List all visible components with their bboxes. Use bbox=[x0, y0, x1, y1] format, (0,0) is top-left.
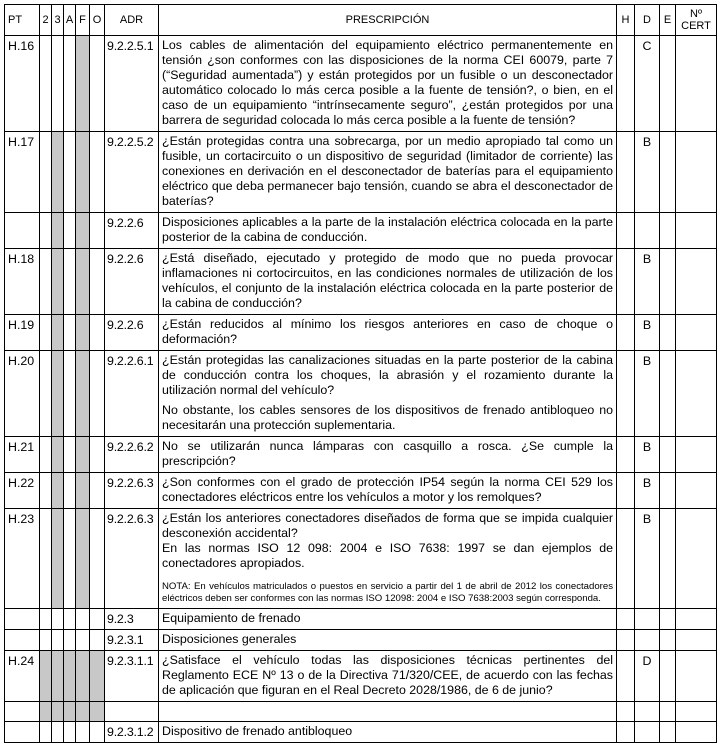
level-e bbox=[660, 132, 676, 213]
level-h bbox=[617, 609, 635, 630]
level-d bbox=[635, 213, 660, 249]
level-e bbox=[660, 473, 676, 509]
level-d: B bbox=[635, 509, 660, 609]
flag-cell-o bbox=[90, 509, 105, 609]
cert-number bbox=[676, 437, 717, 473]
table-row bbox=[5, 249, 717, 315]
prescription-text bbox=[159, 36, 617, 132]
flag-cell-o bbox=[90, 722, 105, 743]
level-e bbox=[660, 249, 676, 315]
flag-cell-a bbox=[64, 351, 76, 437]
flag-cell-2 bbox=[40, 249, 52, 315]
header-prescription: PRESCRIPCIÓN bbox=[159, 5, 617, 36]
prescription-text bbox=[159, 651, 617, 702]
flag-cell-a bbox=[64, 722, 76, 743]
prescription-text bbox=[159, 437, 617, 473]
flag-cell-3 bbox=[52, 213, 64, 249]
flag-cell-a bbox=[64, 213, 76, 249]
level-e bbox=[660, 651, 676, 702]
level-d bbox=[635, 630, 660, 651]
level-e bbox=[660, 213, 676, 249]
header-pt: PT bbox=[5, 5, 40, 36]
flag-cell-f bbox=[76, 473, 90, 509]
level-d bbox=[635, 722, 660, 743]
flag-cell-2 bbox=[40, 351, 52, 437]
level-e bbox=[660, 609, 676, 630]
prescription-paragraph: Disposiciones aplicables a la parte de la instalación eléctrica colocada en la parte posterior de la cabina de conducción. bbox=[162, 215, 613, 244]
adr-reference: 9.2.2.6 bbox=[105, 315, 159, 351]
prescription-paragraph: Los cables de alimentación del equipamiento eléctrico permanentemente en tensión ¿son conformes con las disposiciones de la norma CEI 60079, parte 7 (“Seguridad aumentada”) y están protegidos por un fusible o un desconectador automático colocado lo más cerca posible a la fuente de tensión?, o bien, en el caso de un equipamiento “intrínsecamente seguro”, ¿están protegidos por una barrera de seguridad colocada lo más cerca posible a la fuente de tensión? bbox=[162, 38, 613, 127]
flag-cell-f bbox=[76, 351, 90, 437]
prescription-paragraph: Disposiciones generales bbox=[162, 632, 297, 646]
cert-number bbox=[676, 473, 717, 509]
flag-cell-o bbox=[90, 315, 105, 351]
flag-cell-a bbox=[64, 315, 76, 351]
prescription-text bbox=[159, 249, 617, 315]
flag-cell-a bbox=[64, 609, 76, 630]
flag-cell-o bbox=[90, 132, 105, 213]
point-code bbox=[5, 722, 40, 743]
prescription-paragraph: ¿Están protegidas contra una sobrecarga, por un medio apropiado tal como un fusible, un cortacircuito o un dispositivo de seguridad (limitador de corriente) las conexiones en derivación en el desconectador de baterías para el equipamiento eléctrico que deba permanecer bajo tensión, cuando se abra el desconectador de baterías? bbox=[162, 134, 613, 208]
cert-number bbox=[676, 213, 717, 249]
cert-number bbox=[676, 702, 717, 722]
table-row bbox=[5, 473, 717, 509]
point-code: H.17 bbox=[5, 132, 40, 213]
flag-cell-f bbox=[76, 630, 90, 651]
level-h bbox=[617, 651, 635, 702]
flag-cell-f bbox=[76, 702, 90, 722]
flag-cell-2 bbox=[40, 36, 52, 132]
flag-cell-3 bbox=[52, 249, 64, 315]
prescription-text bbox=[159, 722, 617, 743]
header-d: D bbox=[635, 5, 660, 36]
point-code bbox=[5, 213, 40, 249]
point-code: H.23 bbox=[5, 509, 40, 609]
table-row bbox=[5, 351, 717, 437]
level-h bbox=[617, 630, 635, 651]
level-d: B bbox=[635, 351, 660, 437]
flag-cell-2 bbox=[40, 437, 52, 473]
point-code: H.18 bbox=[5, 249, 40, 315]
flag-cell-f bbox=[76, 651, 90, 702]
adr-reference: 9.2.2.6.2 bbox=[105, 437, 159, 473]
adr-reference: 9.2.2.6 bbox=[105, 249, 159, 315]
table-row bbox=[5, 315, 717, 351]
header-e: E bbox=[660, 5, 676, 36]
flag-cell-2 bbox=[40, 702, 52, 722]
prescription-paragraph: Equipamiento de frenado bbox=[162, 611, 301, 625]
cert-number bbox=[676, 132, 717, 213]
flag-cell-f bbox=[76, 509, 90, 609]
point-code: H.22 bbox=[5, 473, 40, 509]
table-header bbox=[5, 5, 717, 36]
flag-cell-o bbox=[90, 473, 105, 509]
adr-reference: 9.2.2.6.3 bbox=[105, 509, 159, 609]
table-row bbox=[5, 437, 717, 473]
point-code: H.24 bbox=[5, 651, 40, 702]
flag-cell-2 bbox=[40, 213, 52, 249]
table-row bbox=[5, 132, 717, 213]
adr-reference: 9.2.3.1.1 bbox=[105, 651, 159, 702]
level-d: B bbox=[635, 315, 660, 351]
adr-reference bbox=[105, 702, 159, 722]
table-row bbox=[5, 609, 717, 630]
flag-cell-o bbox=[90, 249, 105, 315]
flag-cell-f bbox=[76, 36, 90, 132]
prescription-text bbox=[159, 630, 617, 651]
flag-cell-a bbox=[64, 630, 76, 651]
level-h bbox=[617, 315, 635, 351]
level-e bbox=[660, 437, 676, 473]
point-code bbox=[5, 630, 40, 651]
adr-reference: 9.2.3 bbox=[105, 609, 159, 630]
prescription-paragraph: ¿Están protegidas las canalizaciones situadas en la parte posterior de la cabina de conducción contra los choques, la abrasión y el rozamiento durante la utilización normal del vehículo? bbox=[162, 353, 613, 397]
table-body bbox=[5, 36, 717, 743]
adr-reference: 9.2.3.1.2 bbox=[105, 722, 159, 743]
cert-number bbox=[676, 351, 717, 437]
header-o: O bbox=[90, 5, 105, 36]
prescription-paragraph: ¿Están los anteriores conectadores diseñados de forma que se impida cualquier desconexión accidental? En las normas ISO 12 098: 2004 e ISO 7638: 1997 se dan ejemplos de conectadores apropiados. bbox=[162, 511, 613, 570]
inspection-sheet bbox=[4, 4, 716, 743]
table-row bbox=[5, 651, 717, 702]
level-d: B bbox=[635, 437, 660, 473]
level-h bbox=[617, 249, 635, 315]
point-code: H.21 bbox=[5, 437, 40, 473]
flag-cell-2 bbox=[40, 473, 52, 509]
level-h bbox=[617, 132, 635, 213]
point-code: H.16 bbox=[5, 36, 40, 132]
level-h bbox=[617, 213, 635, 249]
level-h bbox=[617, 509, 635, 609]
point-code: H.19 bbox=[5, 315, 40, 351]
table-row bbox=[5, 722, 717, 743]
level-d: D bbox=[635, 651, 660, 702]
level-d: B bbox=[635, 132, 660, 213]
flag-cell-3 bbox=[52, 630, 64, 651]
cert-number bbox=[676, 651, 717, 702]
prescription-paragraph: ¿Son conformes con el grado de protección IP54 según la norma CEI 529 los conectadores eléctricos entre los vehículos a motor y los remolques? bbox=[162, 475, 613, 504]
level-e bbox=[660, 315, 676, 351]
adr-reference: 9.2.3.1 bbox=[105, 630, 159, 651]
flag-cell-o bbox=[90, 651, 105, 702]
prescription-paragraph: ¿Están reducidos al mínimo los riesgos anteriores en caso de choque o deformación? bbox=[162, 317, 613, 346]
flag-cell-f bbox=[76, 315, 90, 351]
level-h bbox=[617, 473, 635, 509]
flag-cell-o bbox=[90, 213, 105, 249]
cert-number bbox=[676, 36, 717, 132]
level-h bbox=[617, 36, 635, 132]
prescription-table bbox=[4, 4, 717, 743]
level-e bbox=[660, 630, 676, 651]
table-row bbox=[5, 36, 717, 132]
point-code bbox=[5, 702, 40, 722]
prescription-text bbox=[159, 509, 617, 609]
adr-reference: 9.2.2.5.2 bbox=[105, 132, 159, 213]
cert-number bbox=[676, 722, 717, 743]
prescription-text bbox=[159, 609, 617, 630]
flag-cell-f bbox=[76, 249, 90, 315]
prescription-text bbox=[159, 351, 617, 437]
flag-cell-o bbox=[90, 351, 105, 437]
cert-number bbox=[676, 630, 717, 651]
point-code bbox=[5, 609, 40, 630]
flag-cell-2 bbox=[40, 651, 52, 702]
flag-cell-a bbox=[64, 36, 76, 132]
table-row bbox=[5, 213, 717, 249]
flag-cell-f bbox=[76, 609, 90, 630]
flag-cell-3 bbox=[52, 315, 64, 351]
prescription-paragraph: ¿Satisface el vehículo todas las disposiciones técnicas pertinentes del Reglamento ECE Nº 13 o de la Directiva 71/320/CEE, de acuerdo con las fechas de aplicación que figuran en el Real Decreto 2028/1986, de 6 de junio? bbox=[162, 653, 613, 697]
level-h bbox=[617, 702, 635, 722]
flag-cell-a bbox=[64, 249, 76, 315]
flag-cell-3 bbox=[52, 702, 64, 722]
level-h bbox=[617, 351, 635, 437]
flag-cell-3 bbox=[52, 36, 64, 132]
flag-cell-a bbox=[64, 132, 76, 213]
point-code: H.20 bbox=[5, 351, 40, 437]
flag-cell-3 bbox=[52, 509, 64, 609]
flag-cell-3 bbox=[52, 473, 64, 509]
flag-cell-2 bbox=[40, 722, 52, 743]
header-3: 3 bbox=[52, 5, 64, 36]
table-row bbox=[5, 630, 717, 651]
prescription-paragraph: ¿Está diseñado, ejecutado y protegido de modo que no pueda provocar inflamaciones ni cortocircuitos, en las condiciones normales de utilización de los vehículos, el conjunto de la instalación eléctrica colocada en la parte posterior de la cabina de conducción? bbox=[162, 251, 613, 310]
flag-cell-a bbox=[64, 473, 76, 509]
table-row bbox=[5, 509, 717, 609]
prescription-text bbox=[159, 702, 617, 722]
flag-cell-3 bbox=[52, 609, 64, 630]
adr-reference: 9.2.2.6 bbox=[105, 213, 159, 249]
prescription-paragraph: No obstante, los cables sensores de los dispositivos de frenado antibloqueo no necesitarán una protección suplementaria. bbox=[162, 403, 613, 432]
flag-cell-2 bbox=[40, 609, 52, 630]
table-row bbox=[5, 702, 717, 722]
flag-cell-a bbox=[64, 651, 76, 702]
flag-cell-2 bbox=[40, 132, 52, 213]
header-adr: ADR bbox=[105, 5, 159, 36]
flag-cell-3 bbox=[52, 132, 64, 213]
level-d: C bbox=[635, 36, 660, 132]
flag-cell-a bbox=[64, 437, 76, 473]
flag-cell-f bbox=[76, 722, 90, 743]
level-e bbox=[660, 36, 676, 132]
header-a: A bbox=[64, 5, 76, 36]
prescription-text bbox=[159, 473, 617, 509]
header-cert: Nº CERT bbox=[676, 5, 717, 36]
flag-cell-2 bbox=[40, 630, 52, 651]
prescription-note: NOTA: En vehículos matriculados o puestos en servicio a partir del 1 de abril de 2012 los conectadores eléctricos deben ser conformes con las normas ISO 12098: 2004 e ISO 7638:2003 según corresponda. bbox=[162, 581, 613, 604]
flag-cell-3 bbox=[52, 351, 64, 437]
level-d: B bbox=[635, 473, 660, 509]
cert-number bbox=[676, 509, 717, 609]
cert-number bbox=[676, 249, 717, 315]
cert-number bbox=[676, 315, 717, 351]
flag-cell-o bbox=[90, 702, 105, 722]
flag-cell-o bbox=[90, 630, 105, 651]
prescription-text bbox=[159, 315, 617, 351]
flag-cell-f bbox=[76, 132, 90, 213]
flag-cell-3 bbox=[52, 651, 64, 702]
level-d: B bbox=[635, 249, 660, 315]
prescription-text bbox=[159, 213, 617, 249]
flag-cell-3 bbox=[52, 437, 64, 473]
header-f: F bbox=[76, 5, 90, 36]
level-e bbox=[660, 722, 676, 743]
adr-reference: 9.2.2.6.1 bbox=[105, 351, 159, 437]
flag-cell-3 bbox=[52, 722, 64, 743]
level-h bbox=[617, 722, 635, 743]
header-h: H bbox=[617, 5, 635, 36]
flag-cell-f bbox=[76, 213, 90, 249]
prescription-paragraph: No se utilizarán nunca lámparas con casquillo a rosca. ¿Se cumple la prescripción? bbox=[162, 439, 613, 468]
flag-cell-f bbox=[76, 437, 90, 473]
adr-reference: 9.2.2.6.3 bbox=[105, 473, 159, 509]
flag-cell-a bbox=[64, 509, 76, 609]
level-e bbox=[660, 509, 676, 609]
flag-cell-2 bbox=[40, 315, 52, 351]
level-d bbox=[635, 702, 660, 722]
cert-number bbox=[676, 609, 717, 630]
adr-reference: 9.2.2.5.1 bbox=[105, 36, 159, 132]
header-2: 2 bbox=[40, 5, 52, 36]
flag-cell-o bbox=[90, 437, 105, 473]
level-e bbox=[660, 702, 676, 722]
level-d bbox=[635, 609, 660, 630]
flag-cell-2 bbox=[40, 509, 52, 609]
level-e bbox=[660, 351, 676, 437]
flag-cell-o bbox=[90, 36, 105, 132]
flag-cell-a bbox=[64, 702, 76, 722]
prescription-text bbox=[159, 132, 617, 213]
level-h bbox=[617, 437, 635, 473]
flag-cell-o bbox=[90, 609, 105, 630]
prescription-paragraph: Dispositivo de frenado antibloqueo bbox=[162, 724, 353, 738]
